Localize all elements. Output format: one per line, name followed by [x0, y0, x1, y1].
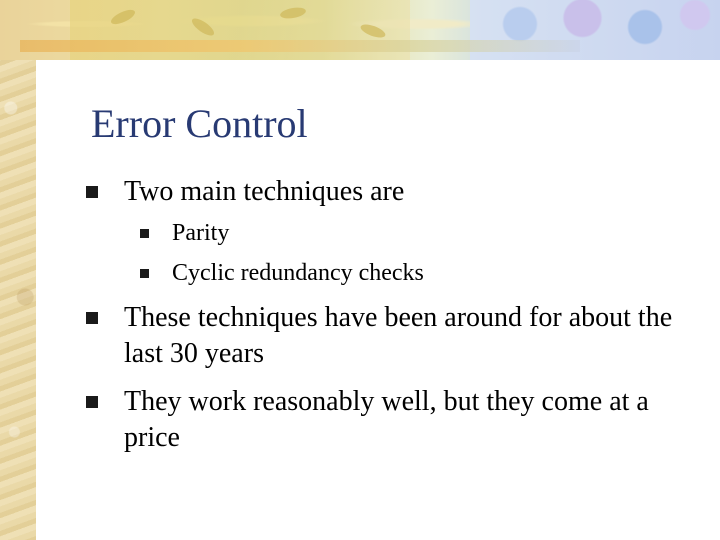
bullet-item [86, 174, 706, 210]
banner-stripe [20, 40, 580, 52]
sub-bullet-text: Parity [172, 220, 230, 246]
square-bullet-icon [86, 186, 98, 198]
bullet-item [86, 384, 706, 456]
left-decorative-strip [0, 0, 36, 540]
sub-bullet-item [140, 218, 640, 248]
sub-bullet-item [140, 258, 640, 288]
square-bullet-icon [86, 396, 98, 408]
bullet-text: These techniques have been around for about the last 30 years [124, 302, 673, 369]
sub-bullet-text: Cyclic redundancy checks [172, 260, 424, 286]
slide-title: Error Control [91, 101, 308, 146]
square-bullet-icon [86, 312, 98, 324]
bullet-text: Two main techniques are [124, 176, 405, 207]
slide-content [36, 60, 720, 540]
square-bullet-icon [140, 229, 149, 238]
top-decorative-banner [0, 0, 720, 60]
square-bullet-icon [140, 269, 149, 278]
bullet-text: They work reasonably well, but they come at a price [124, 386, 649, 453]
bullet-item [86, 300, 706, 372]
